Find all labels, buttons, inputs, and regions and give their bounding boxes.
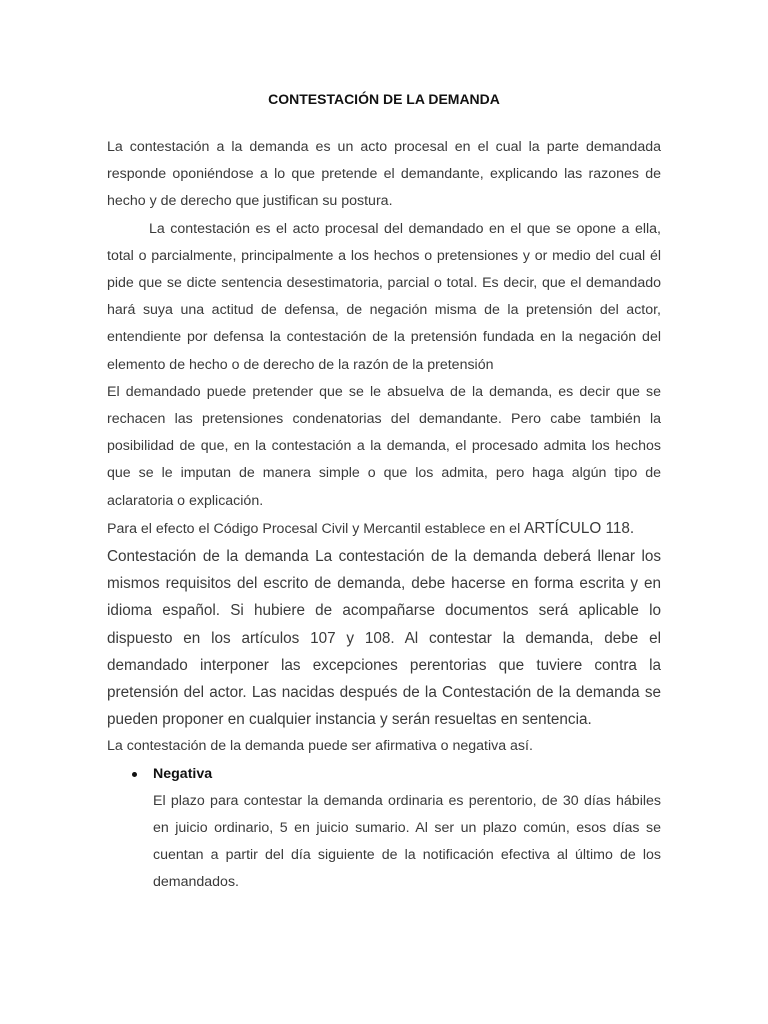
bullet-item-negativa xyxy=(153,761,661,897)
article-reference: ARTÍCULO 118. xyxy=(524,519,635,537)
bullet-text: El plazo para contestar la demanda ordinaria es perentorio, de 30 días hábiles en juicio ordinario, 5 en juicio sumario. Al ser un plazo común, esos días se cuentan a partir del día siguiente de la notificación efectiva al último de los demandados. xyxy=(153,792,661,891)
document-title: CONTESTACIÓN DE LA DEMANDA xyxy=(268,91,500,107)
document-body xyxy=(107,134,661,897)
paragraph-definition: La contestación a la demanda es un acto procesal en el cual la parte demandada responde oponiéndose a lo que pretende el demandante, explicando las razones de hecho y de derecho que justifican su postura. xyxy=(107,139,661,210)
bullet-dot-icon xyxy=(132,772,137,777)
paragraph-types: La contestación de la demanda puede ser afirmativa o negativa así. xyxy=(107,738,533,755)
paragraph-procedural-act: La contestación es el acto procesal del demandado en el que se opone a ella, total o parcialmente, principalmente a los hechos o pretensiones y or medio del cual él pide que se dicte sentencia desestimatoria, parcial o total. Es decir, que el demandado hará suya una actitud de defensa, de negación misma de la pretensión del actor, entendiente por defensa la contestación de la pretensión fundada en la negación del elemento de hecho o de derecho de la razón de la pretensión xyxy=(107,220,661,373)
code-reference-lead: Para el efecto el Código Procesal Civil y Mercantil establece en el xyxy=(107,520,525,537)
bullet-heading: Negativa xyxy=(153,765,213,782)
paragraph-article-text: Contestación de la demanda La contestación de la demanda deberá llenar los mismos requisitos del escrito de demanda, debe hacerse en forma escrita y en idioma español. Si hubiere de acompañarse documentos será aplicable lo dispuesto en los artículos 107 y 108. Al contestar la demanda, debe el demandado interponer las excepciones perentorias que tuviere contra la pretensión del actor. Las nacidas después de la Contestación de la demanda se pueden proponer en cualquier instancia y serán resueltas en sentencia. xyxy=(107,548,661,729)
paragraph-absolution: El demandado puede pretender que se le absuelva de la demanda, es decir que se rechacen las pretensiones condenatorias del demandante. Pero cabe también la posibilidad de que, en la contestación a la demanda, el procesado admita los hechos que se le imputan de manera simple o que los admita, pero haga algún tipo de aclaratoria o explicación. xyxy=(107,383,661,509)
paragraph-code-reference xyxy=(107,515,661,543)
